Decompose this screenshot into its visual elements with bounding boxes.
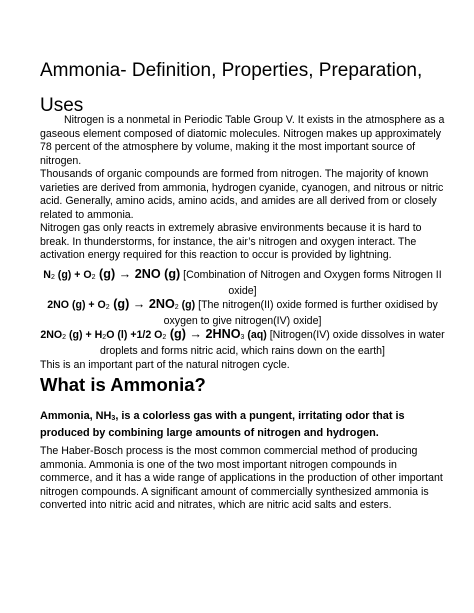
eq3-part1: 2NO <box>40 329 63 341</box>
eq2-description: [The nitrogen(II) oxide formed is further oxidised by oxygen to give nitrogen(IV) oxide] <box>163 299 438 327</box>
eq2-sub-a: 2 <box>105 304 110 311</box>
eq2-part2: (g) <box>109 297 133 311</box>
eq1-sub-b: 2 <box>91 274 96 281</box>
eq3-description: [Nitrogen(IV) oxide dissolves in water droplets and forms nitric acid, which rains down on the earth] <box>100 329 445 357</box>
equation-2 <box>40 298 445 328</box>
eq3-sub-c: 2 <box>162 334 167 341</box>
equation-1 <box>40 268 445 298</box>
eq3-sub-d: 3 <box>240 334 245 341</box>
eq3-part4: (g) <box>166 327 190 341</box>
paragraph-ammonia-definition <box>40 409 445 440</box>
eq3-part5: (aq) <box>244 329 267 341</box>
paragraph-nitrogen-cycle: This is an important part of the natural nitrogen cycle. <box>40 359 290 371</box>
title-line-2: Uses <box>40 95 84 116</box>
ammonia-def-part1: Ammonia, NH <box>40 410 112 422</box>
eq1-n: N <box>43 269 51 281</box>
eq2-sub-b: 2 <box>174 304 179 311</box>
eq1-product: → 2NO (g) <box>118 267 181 281</box>
eq1-description: [Combination of Nitrogen and Oxygen forms Nitrogen II oxide] <box>180 269 442 297</box>
eq3-product: → 2HNO <box>189 327 241 341</box>
eq3-part2: (g) + H <box>66 329 103 341</box>
title-line-1: Ammonia- Definition, Properties, Preparation, <box>40 60 423 81</box>
paragraph-nitrogen-reactions: Nitrogen gas only reacts in extremely abrasive environments because it is hard to break. In thunderstorms, for instance, the air’s nitrogen and oxygen interact. The activation energy required for this reaction to occur is provided by lightning. <box>40 222 422 262</box>
equation-3 <box>40 328 445 358</box>
ammonia-def-sub: 3 <box>111 415 116 422</box>
eq3-sub-a: 2 <box>62 334 67 341</box>
ammonia-def-part2: , is a colorless gas with a pungent, irritating odor that is produced by combining large amounts of nitrogen and hydrogen. <box>40 410 405 439</box>
eq3-part3: O (l) +1/2 O <box>106 329 163 341</box>
paragraph-organic-compounds: Thousands of organic compounds are formed from nitrogen. The majority of known varieties are derived from ammonia, hydrogen cyanide, cyanogen, and nitrous or nitric acid. Generally, amino acids, amino acids, and amides are all derived from or closely related to ammonia. <box>40 168 444 221</box>
eq3-sub-b: 2 <box>102 334 107 341</box>
eq2-part3: (g) <box>178 299 196 311</box>
eq1-part1: (g) + O <box>54 269 92 281</box>
eq2-part1: 2NO (g) + O <box>47 299 106 311</box>
eq1-sub-a: 2 <box>50 274 55 281</box>
eq1-part2: (g) <box>95 267 119 281</box>
section-heading: What is Ammonia? <box>40 374 206 395</box>
eq2-product: → 2NO <box>132 297 175 311</box>
paragraph-nitrogen-intro: Nitrogen is a nonmetal in Periodic Table Group V. It exists in the atmosphere as a gaseous element composed of diatomic molecules. Nitrogen makes up approximately 78 percent of the atmosphere by volume, making it the most important source of nitrogen. <box>40 114 445 167</box>
paragraph-haber-bosch: The Haber-Bosch process is the most common commercial method of producing ammonia. Ammonia is one of the two most important nitrogen compounds in commerce, and it has a wide range of applications in the production of other important nitrogen compounds. A significant amount of commercially synthesized ammonia is converted into nitric acid and nitrates, which are nitric acid salts and esters. <box>40 445 443 512</box>
page-title <box>40 58 440 118</box>
